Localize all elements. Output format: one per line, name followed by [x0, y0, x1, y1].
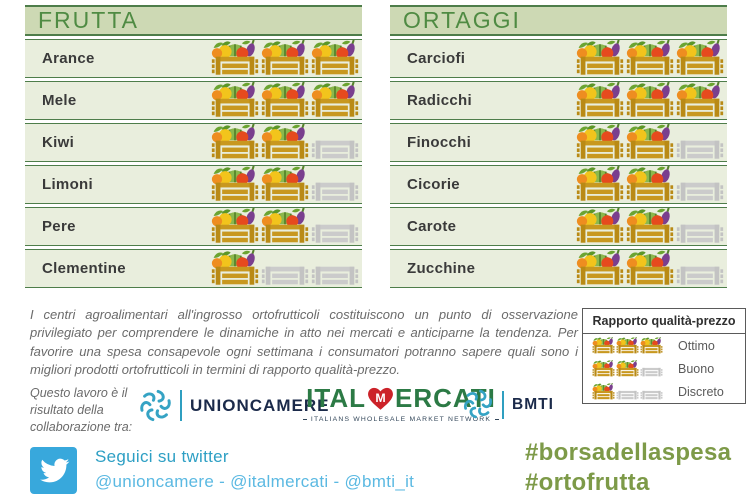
- produce-row-carote: [390, 207, 727, 246]
- full-crate-icon: [626, 166, 674, 202]
- produce-row-clementine: [25, 249, 362, 288]
- frutta-table: [25, 5, 362, 291]
- full-crate-icon: [211, 250, 259, 286]
- ortaggi-header: [390, 5, 727, 36]
- full-crate-icon: [261, 124, 309, 160]
- ortaggi-title: ORTAGGI: [403, 7, 521, 33]
- produce-label: Clementine: [42, 260, 126, 277]
- rating-crates: [211, 40, 359, 77]
- description-paragraph: I centri agroalimentari all'ingrosso ortofrutticoli costituiscono un punto di osservazione privilegiato per comprendere le dinamiche in atto nei mercati e anticiparne la tendenza. Per favorire una spesa consapevole ogni settimana i consumatori potranno sapere quali sono i migliori prodotti ortofrutticoli in termini di rapporto qualità-prezzo.: [30, 307, 578, 378]
- produce-row-finocchi: [390, 123, 727, 162]
- empty-crate-icon: [311, 166, 359, 202]
- full-crate-icon: [311, 82, 359, 118]
- produce-label: Pere: [42, 218, 76, 235]
- full-crate-icon: [576, 124, 624, 160]
- produce-label: Limoni: [42, 176, 93, 193]
- legend-rating-crates: [592, 360, 664, 377]
- produce-label: Carciofi: [407, 50, 466, 67]
- full-crate-icon: [616, 337, 639, 354]
- italmercati-part2: ERCATI: [394, 383, 496, 413]
- full-crate-icon: [592, 360, 615, 377]
- rating-crates: [576, 208, 724, 245]
- frutta-rows: [25, 39, 362, 288]
- twitter-cta: Seguici su twitter: [95, 447, 229, 466]
- italmercati-part1: ITAL: [306, 383, 366, 413]
- empty-crate-icon: [311, 124, 359, 160]
- empty-crate-icon: [676, 124, 724, 160]
- full-crate-icon: [211, 166, 259, 202]
- full-crate-icon: [676, 82, 724, 118]
- full-crate-icon: [592, 383, 615, 400]
- logo-divider: [502, 391, 504, 419]
- full-crate-icon: [626, 82, 674, 118]
- rating-crates: [576, 82, 724, 119]
- rating-crates: [211, 82, 359, 119]
- italmercati-heart-icon: [367, 386, 394, 411]
- full-crate-icon: [211, 208, 259, 244]
- rating-crates: [211, 208, 359, 245]
- full-crate-icon: [640, 337, 663, 354]
- produce-label: Carote: [407, 218, 457, 235]
- produce-row-radicchi: [390, 81, 727, 120]
- legend-label: Discreto: [678, 384, 724, 399]
- empty-crate-icon: [261, 250, 309, 286]
- legend-label: Ottimo: [678, 338, 715, 353]
- svg-text:M: M: [375, 390, 386, 405]
- legend-rating-crates: [592, 383, 664, 400]
- produce-label: Arance: [42, 50, 95, 67]
- produce-label: Radicchi: [407, 92, 472, 109]
- full-crate-icon: [261, 40, 309, 76]
- rating-crates: [211, 250, 359, 287]
- empty-crate-icon: [676, 250, 724, 286]
- full-crate-icon: [576, 166, 624, 202]
- empty-crate-icon: [311, 250, 359, 286]
- hashtag-borsadellaspesa: #borsadellaspesa: [525, 439, 732, 466]
- rating-crates: [576, 166, 724, 203]
- rating-crates: [576, 124, 724, 161]
- full-crate-icon: [261, 208, 309, 244]
- full-crate-icon: [616, 360, 639, 377]
- full-crate-icon: [261, 166, 309, 202]
- produce-row-mele: [25, 81, 362, 120]
- full-crate-icon: [576, 40, 624, 76]
- hashtag-ortofrutta: #ortofrutta: [525, 469, 650, 496]
- full-crate-icon: [626, 124, 674, 160]
- rating-crates: [211, 124, 359, 161]
- produce-row-kiwi: [25, 123, 362, 162]
- unioncamere-logo: UNIONCAMERE: [190, 396, 330, 415]
- full-crate-icon: [626, 40, 674, 76]
- empty-crate-icon: [311, 208, 359, 244]
- legend-row-ottimo: [583, 334, 745, 357]
- rating-crates: [211, 166, 359, 203]
- full-crate-icon: [592, 337, 615, 354]
- produce-row-limoni: [25, 165, 362, 204]
- legend-row-buono: [583, 357, 745, 380]
- produce-row-pere: [25, 207, 362, 246]
- ortaggi-table: [390, 5, 727, 291]
- produce-label: Mele: [42, 92, 77, 109]
- legend-rating-crates: [592, 337, 664, 354]
- quality-price-legend: [582, 308, 746, 404]
- produce-row-cicorie: [390, 165, 727, 204]
- twitter-icon: [30, 447, 77, 494]
- produce-label: Finocchi: [407, 134, 472, 151]
- full-crate-icon: [576, 82, 624, 118]
- logo-divider: [180, 390, 182, 421]
- full-crate-icon: [311, 40, 359, 76]
- full-crate-icon: [211, 124, 259, 160]
- twitter-handles: @unioncamere - @italmercati - @bmti_it: [95, 472, 415, 491]
- full-crate-icon: [211, 82, 259, 118]
- empty-crate-icon: [676, 208, 724, 244]
- empty-crate-icon: [616, 383, 639, 400]
- full-crate-icon: [261, 82, 309, 118]
- frutta-title: FRUTTA: [38, 7, 140, 33]
- full-crate-icon: [576, 250, 624, 286]
- unioncamere-swirl-icon: [137, 387, 174, 429]
- legend-title: Rapporto qualità-prezzo: [583, 309, 745, 334]
- rating-crates: [576, 250, 724, 287]
- full-crate-icon: [576, 208, 624, 244]
- produce-row-carciofi: [390, 39, 727, 78]
- full-crate-icon: [676, 40, 724, 76]
- produce-row-zucchine: [390, 249, 727, 288]
- ortaggi-rows: [390, 39, 727, 288]
- full-crate-icon: [211, 40, 259, 76]
- produce-row-arance: [25, 39, 362, 78]
- frutta-header: [25, 5, 362, 36]
- collaboration-intro: Questo lavoro è il risultato della collaborazione tra:: [30, 386, 133, 434]
- bmti-logo: BMTI: [512, 396, 554, 413]
- produce-label: Zucchine: [407, 260, 476, 277]
- rating-crates: [576, 40, 724, 77]
- bmti-swirl-icon: [461, 387, 495, 426]
- full-crate-icon: [626, 208, 674, 244]
- legend-rows: [583, 334, 745, 403]
- legend-label: Buono: [678, 361, 715, 376]
- italmercati-subtitle: ITALIANS WHOLESALE MARKET NETWORK: [310, 416, 492, 423]
- empty-crate-icon: [676, 166, 724, 202]
- produce-label: Cicorie: [407, 176, 460, 193]
- hashtags: [525, 438, 731, 498]
- empty-crate-icon: [640, 360, 663, 377]
- legend-row-discreto: [583, 380, 745, 403]
- empty-crate-icon: [640, 383, 663, 400]
- full-crate-icon: [626, 250, 674, 286]
- produce-label: Kiwi: [42, 134, 75, 151]
